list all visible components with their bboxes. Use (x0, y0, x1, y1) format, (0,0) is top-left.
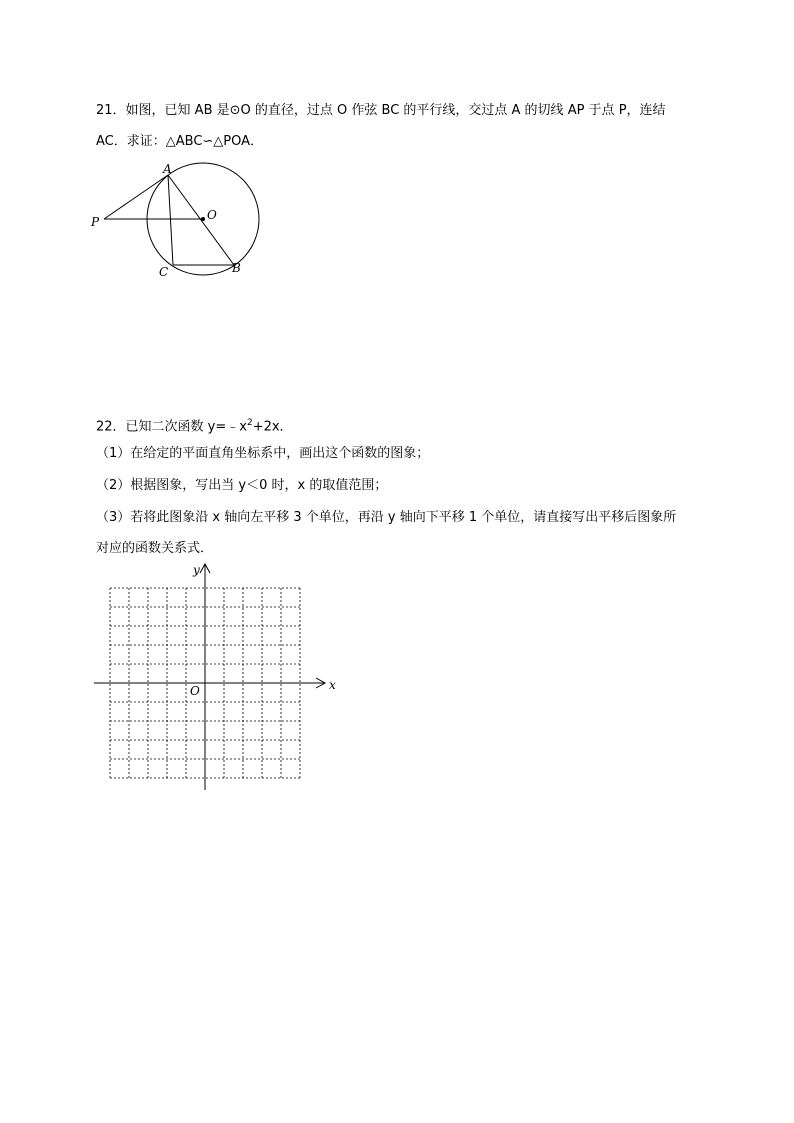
q22-part2: （2）根据图象，写出当 y＜0 时，x 的取值范围； (96, 478, 388, 493)
q22-part1: （1）在给定的平面直角坐标系中，画出这个函数的图象； (96, 446, 430, 461)
x-axis-label: x (329, 678, 336, 692)
q22-stem-prefix: 22．已知二次函数 y=﹣x (96, 419, 247, 435)
label-p: P (91, 215, 100, 229)
chord-ac (168, 175, 173, 265)
q21-text-line2: AC．求证：△ABC∽△POA． (96, 134, 264, 149)
q21-circle-figure (80, 160, 280, 285)
label-c: C (159, 265, 169, 279)
tangent-ap (104, 175, 168, 219)
q22-part3-line2: 对应的函数关系式． (96, 541, 214, 556)
q22-coordinate-grid (88, 560, 338, 795)
label-b: B (232, 261, 241, 275)
q22-stem-suffix: +2x． (252, 419, 293, 435)
q21-text-line1: 21．如图，已知 AB 是⊙O 的直径，过点 O 作弦 BC 的平行线，交过点 A 的切线 AP 于点 P，连结 (96, 103, 666, 118)
q22-stem (96, 414, 293, 436)
q22-part3-line1: （3）若将此图象沿 x 轴向左平移 3 个单位，再沿 y 轴向下平移 1 个单位，请直接写出平移后图象所 (96, 510, 677, 525)
origin-label: O (190, 684, 200, 698)
q22-stem-exponent: 2 (246, 418, 253, 428)
center-point-o (201, 217, 205, 221)
y-axis-label: y (193, 563, 200, 577)
label-a: A (163, 162, 172, 176)
diameter-ab (168, 175, 234, 265)
label-o: O (207, 208, 217, 222)
